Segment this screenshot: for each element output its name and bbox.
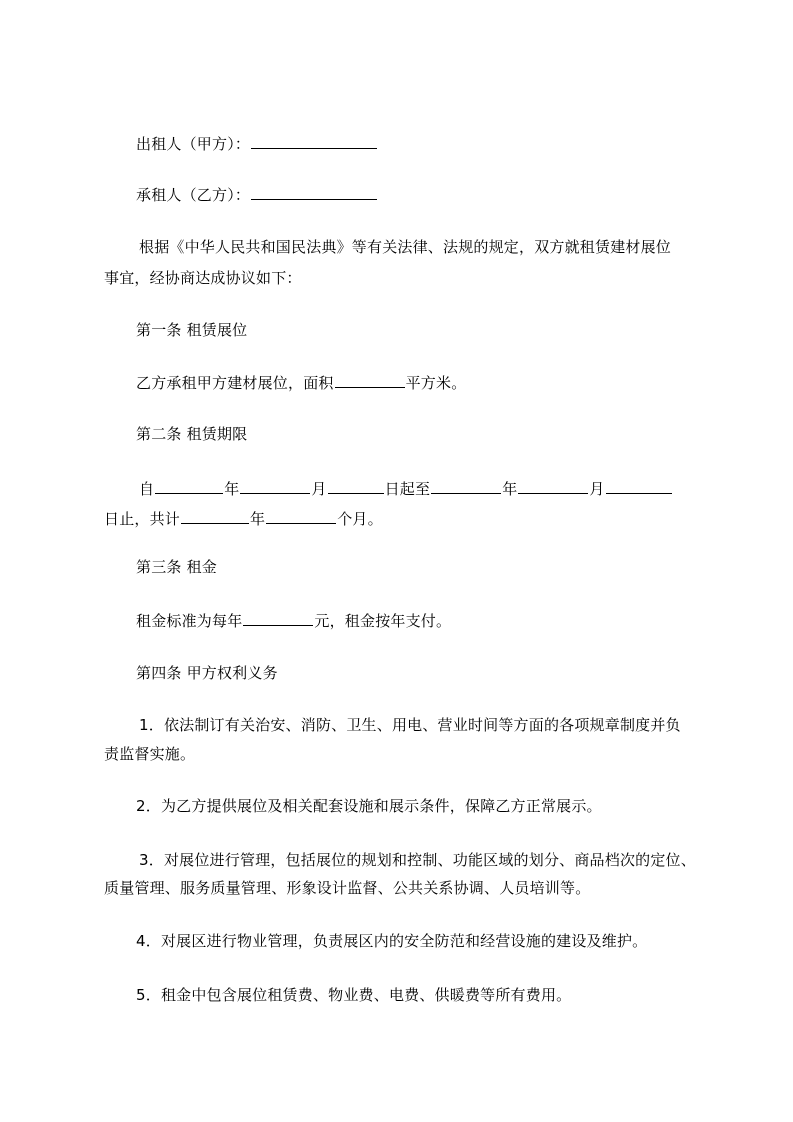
area-blank[interactable]: [335, 372, 405, 388]
article-4-item-4: 4．对展区进行物业管理，负责展区内的安全防范和经营设施的建设及维护。: [136, 932, 648, 950]
rent-text-after: 元，租金按年支付。: [314, 612, 452, 630]
lessee-name-blank[interactable]: [251, 184, 377, 200]
preamble-line-2: 事宜，经协商达成协议如下：: [104, 269, 302, 287]
article-4-item-5: 5．租金中包含展位租赁费、物业费、电费、供暖费等所有费用。: [136, 986, 572, 1004]
term-from: 自: [139, 480, 155, 498]
article-3-title: 第三条 租金: [136, 558, 217, 576]
annual-rent-blank[interactable]: [243, 610, 313, 626]
term-line-1: [139, 478, 673, 499]
article-4-item-3-line-1: 3．对展位进行管理，包括展位的规划和控制、功能区域的划分、商品档次的定位、: [139, 851, 696, 869]
rent-text-before: 租金标准为每年: [136, 612, 243, 630]
lessee-line: [136, 184, 378, 205]
area-text-before: 乙方承租甲方建材展位，面积: [136, 374, 334, 392]
term-month-2: 月: [589, 480, 605, 498]
article-1-text: [136, 372, 466, 393]
term-months-total: 个月。: [337, 510, 383, 528]
term-year-3: 年: [250, 510, 266, 528]
term-start-day: 日起至: [384, 480, 431, 498]
lessor-label: 出租人（甲方）：: [136, 135, 251, 153]
lessor-name-blank[interactable]: [251, 133, 377, 149]
article-2-title: 第二条 租赁期限: [136, 425, 248, 443]
term-year-2: 年: [502, 480, 518, 498]
article-1-title: 第一条 租赁展位: [136, 321, 248, 339]
article-4-item-1-line-1: 1．依法制订有关治安、消防、卫生、用电、营业时间等方面的各项规章制度并负: [139, 716, 681, 734]
end-year-blank[interactable]: [431, 478, 501, 494]
article-4-title: 第四条 甲方权利义务: [136, 664, 278, 682]
lessee-label: 承租人（乙方）：: [136, 186, 251, 204]
total-years-blank[interactable]: [181, 508, 249, 524]
end-month-blank[interactable]: [518, 478, 588, 494]
article-4-item-2: 2．为乙方提供展位及相关配套设施和展示条件，保障乙方正常展示。: [136, 797, 602, 815]
article-4-item-3-line-2: 质量管理、服务质量管理、形象设计监督、公共关系协调、人员培训等。: [104, 879, 591, 897]
term-month-1: 月: [311, 480, 327, 498]
term-end-day: 日止，共计: [104, 510, 181, 528]
start-year-blank[interactable]: [155, 478, 223, 494]
area-text-after: 平方米。: [405, 374, 467, 392]
lessor-line: [136, 133, 378, 154]
preamble-line-1: 根据《中华人民共和国民法典》等有关法律、法规的规定，双方就租赁建材展位: [139, 238, 672, 256]
term-line-2: [104, 508, 383, 529]
total-months-blank[interactable]: [266, 508, 336, 524]
article-4-item-1-line-2: 责监督实施。: [104, 745, 196, 763]
term-year-1: 年: [224, 480, 240, 498]
start-day-blank[interactable]: [328, 478, 384, 494]
end-day-blank[interactable]: [606, 478, 672, 494]
article-3-text: [136, 610, 451, 631]
start-month-blank[interactable]: [240, 478, 310, 494]
